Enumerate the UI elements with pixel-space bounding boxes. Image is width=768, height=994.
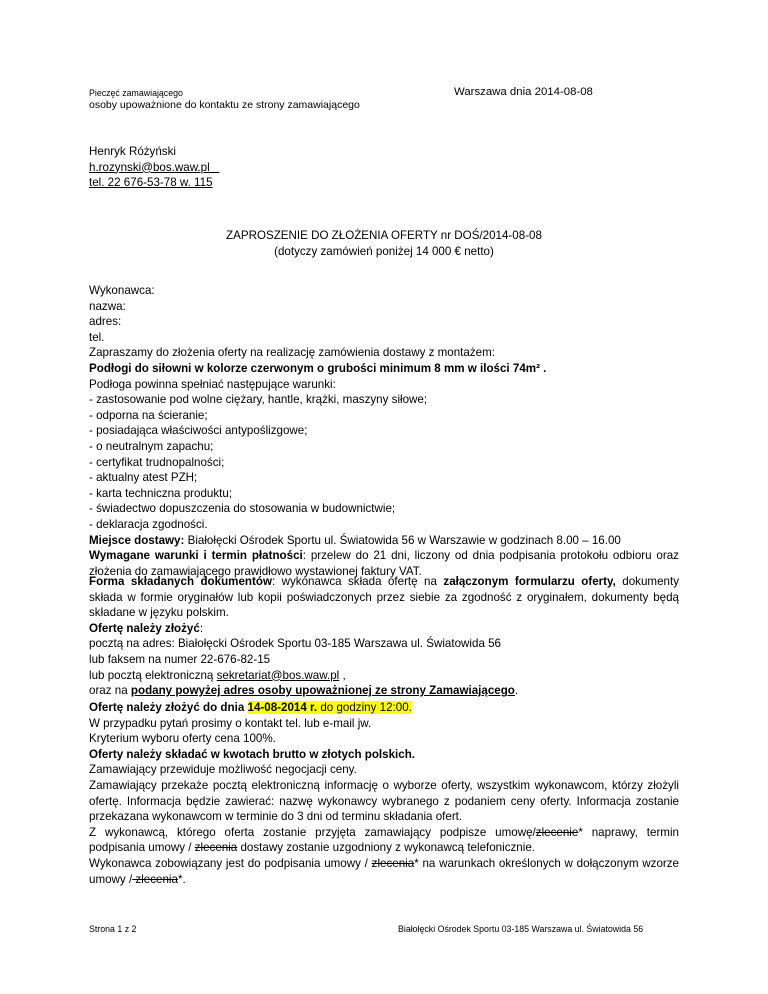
footer-address: Białołęcki Ośrodek Sportu 03-185 Warszawa ul. Światowida 56 [398,924,644,934]
sekretariat-email-link[interactable]: sekretariat@bos.waw.pl [216,668,340,682]
title-line1: ZAPROSZENIE DO ZŁOŻENIA OFERTY nr DOŚ/2014-08-08 [226,229,542,242]
invite-intro: Zapraszamy do złożenia oferty na realizację zamówienia dostawy z montażem: [89,346,495,360]
contact-label: osoby upoważnione do kontaktu ze strony zamawiającego [89,99,360,111]
requirement-item: - posiadająca właściwości antypoślizgowe; [89,424,308,438]
deadline-time: do godziny 12:00. [317,701,412,714]
submit-label: Ofertę należy złożyć [89,621,200,635]
contact-name: Henryk Różyński [89,145,176,158]
requirement-item: - certyfikat trudnopalności; [89,455,225,469]
negotiation-note: Zamawiający przewiduje możliwość negocjacji ceny. [89,763,357,777]
criterion-note: Kryterium wyboru oferty cena 100%. [89,732,276,746]
contractor-name-label: nazwa: [89,299,126,313]
requirement-item: - o neutralnym zapachu; [89,439,214,453]
documents-section: Forma składanych dokumentów: wykonawca składa ofertę na załączonym formularzu oferty, dokumenty składa w formie oryginałów lub kopii poświadczonych przez siebie za zgodność z oryginałem, dokumenty będą składane w języku polskim. Ofertę należy złożyć: pocztą na adres: Białołęcki Ośrodek Sportu 03-185 Warszawa ul. Światowida 56 lub faksem na numer 22-676-82-15 lub pocztą elektroniczną sekretariat@bos.waw.pl , oraz na podany powyżej adres osoby upoważnionej ze strony Zamawiającego. [89,575,679,698]
submit-fax: lub faksem na numer 22-676-82-15 [89,652,271,666]
documents-label: Forma składanych dokumentów [89,575,272,588]
authorized-person-note: podany powyżej adres osoby upoważnionej ze strony Zamawiającego [130,684,515,698]
contact-email-link[interactable]: h.rozynski@bos.waw.pl [89,160,210,174]
contract-signing-note: Z wykonawcą, którego oferta zostanie przyjęta zamawiający podpisze umowę/zlecenie* naprawy, termin podpisania umowy / zlecenia dostawy zostanie uzgodniony z wykonawcą telefonicznie. [89,825,679,855]
invitation-section [89,283,679,579]
deadline-label: Ofertę należy złożyć do dnia [89,701,248,714]
currency-note: Oferty należy składać w kwotach brutto w złotych polskich. [89,747,415,761]
questions-note: W przypadku pytań prosimy o kontakt tel. lub e-mail jw. [89,716,372,730]
place-date: Warszawa dnia 2014-08-08 [454,86,593,98]
contractor-heading: Wykonawca: [89,284,155,297]
notification-note: Zamawiający przekaże pocztą elektroniczną informację o wyborze oferty, wszystkim wykonawcom, którzy złożyli ofertę. Informacja będzie zawierać: nazwę wykonawcy wybranego z podaniem ceny oferty. Informacja zostanie przekazana wykonawcom w terminie do 3 dni od terminu składania ofert. [89,778,679,824]
payment-label: Wymagane warunki i termin płatności [89,549,303,563]
submit-post: pocztą na adres: Białołęcki Ośrodek Sportu 03-185 Warszawa ul. Światowida 56 [89,637,502,651]
requirement-item: - zastosowanie pod wolne ciężary, hantle, krążki, maszyny siłowe; [89,393,428,407]
delivery-place [89,533,679,549]
document-title [89,228,679,259]
requirement-item: - aktualny atest PZH; [89,471,198,485]
requirement-item: - świadectwo dopuszczenia do stosowania w budownictwie; [89,502,396,516]
requirement-item: - deklaracja zgodności. [89,517,208,531]
requirement-item: - karta techniczna produktu; [89,486,233,500]
deadline-section [89,700,679,887]
invite-subject: Podłogi do siłowni w kolorze czerwonym o grubości minimum 8 mm w ilości 74m² . [89,361,547,375]
delivery-label: Miejsce dostawy: [89,533,185,547]
deadline-date: 14-08-2014 r. [247,701,318,714]
contract-obligation-note: Wykonawca zobowiązany jest do podpisania umowy / zlecenia* na warunkach określonych w dołączonym wzorze umowy / zlecenia*. [89,856,680,886]
page-number: Strona 1 z 2 [89,924,137,934]
stamp-label: Pieczęć zamawiającego [89,88,183,98]
contact-block [89,144,219,191]
contractor-tel-label: tel. [89,330,105,344]
contractor-address-label: adres: [89,315,122,329]
requirement-item: - odporna na ścieranie; [89,408,208,422]
requirements-intro: Podłoga powinna spełniać następujące warunki: [89,377,336,391]
title-line2: (dotyczy zamówień poniżej 14 000 € netto) [274,244,494,258]
contact-phone: tel. 22 676-53-78 w. 115 [89,176,213,190]
payment-text: : przelew do 21 dni, liczony od dnia podpisania protokołu odbioru oraz złożenia do zamawiającego prawidłowo wystawionej faktury VAT. [89,549,679,578]
delivery-text: Białołęcki Ośrodek Sportu ul. Światowida 56 w Warszawie w godzinach 8.00 – 16.00 [184,533,621,547]
